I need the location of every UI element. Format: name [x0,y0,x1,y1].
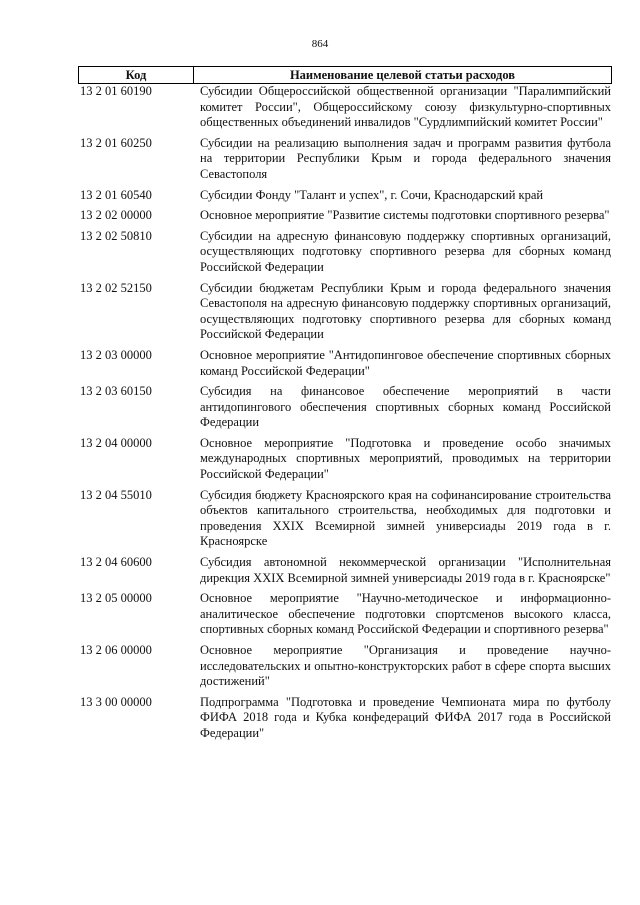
row-name: Субсидии бюджетам Республики Крым и города федерального значения Севастополя на адресную финансовую поддержку спортивных организаций, осуществляющих подготовку спортивного резерва для сборных команд Российской Федерации [200,280,611,342]
row-name: Основное мероприятие "Подготовка и проведение особо значимых международных спортивных мероприятий, проводимых на территории Российской Федерации" [200,435,611,482]
row-code: 13 2 02 00000 [80,208,152,223]
header-code: Код [79,67,194,83]
row-code: 13 2 01 60190 [80,84,152,98]
row-code: 13 2 01 60250 [80,135,152,150]
table-row [78,488,612,550]
row-name: Субсидия автономной некоммерческой организации "Исполнительная дирекция XXIX Всемирной зимней универсиады 2019 года в г. Красноярске" [200,555,611,585]
table-row [78,348,612,379]
row-code: 13 2 06 00000 [80,643,152,657]
table-row [78,208,612,224]
row-name: Субсидии Общероссийской общественной организации "Паралимпийский комитет России", Общероссийскому союзу физкультурно-спортивных общественных объединений инвалидов "Сурдлимпийский комитет России" [200,84,611,130]
table-row [78,695,612,742]
row-code: 13 2 04 00000 [80,435,152,450]
header-name: Наименование целевой статьи расходов [289,68,516,82]
row-code: 13 2 02 50810 [80,228,152,243]
row-code: 13 3 00 00000 [80,694,152,709]
table-header [78,66,612,84]
table-row [78,188,612,204]
table-row [78,591,612,638]
row-name: Субсидии на реализацию выполнения задач и программ развития футбола на территории Республики Крым и города федерального значения Севастополя [200,135,611,181]
row-name: Субсидии на адресную финансовую поддержку спортивных организаций, осуществляющих подготовку спортивного резерва для сборных команд Российской Федерации [200,228,611,274]
row-code: 13 2 01 60540 [80,187,152,202]
table-row [78,436,612,483]
row-name: Субсидия бюджету Красноярского края на софинансирование строительства объектов капитального строительства, необходимых для подготовки и проведения XXIX Всемирной зимней универсиады 2019 года в г. Красноярске [200,487,611,549]
row-name: Подпрограмма "Подготовка и проведение Чемпионата мира по футболу ФИФА 2018 года и Кубка конфедераций ФИФА 2017 года в Российской Федерации" [200,694,611,740]
table-row [78,229,612,276]
table-row [78,136,612,183]
row-name: Субсидия на финансовое обеспечение мероприятий в части антидопингового обеспечения спортивных сборных команд Российской Федерации [200,384,611,430]
page-number: 864 [311,38,329,50]
row-name: Основное мероприятие "Развитие системы подготовки спортивного резерва" [200,208,610,223]
row-name: Субсидии Фонду "Талант и успех", г. Сочи, Краснодарский край [200,187,544,202]
row-code: 13 2 04 60600 [80,555,152,570]
table-row [78,384,612,431]
row-name: Основное мероприятие "Научно-методическое и информационно-аналитическое обеспечение подготовки спортсменов высокого класса, спортивных сборных команд Российской Федерации и спортивного резерва" [200,591,611,637]
row-code: 13 2 03 00000 [80,347,152,362]
table-row [78,643,612,690]
row-code: 13 2 03 60150 [80,384,152,399]
row-name: Основное мероприятие "Организация и проведение научно-исследовательских и опытно-конструкторских работ в сфере спорта высших достижений" [200,643,611,689]
budget-table [78,66,612,742]
table-row [78,555,612,586]
table-body [78,84,612,742]
row-name: Основное мероприятие "Антидопинговое обеспечение спортивных сборных команд Российской Федерации" [200,347,611,378]
row-code: 13 2 04 55010 [80,487,152,502]
row-code: 13 2 02 52150 [80,280,152,295]
row-code: 13 2 05 00000 [80,591,152,606]
table-row [78,281,612,343]
table-row [78,84,612,131]
